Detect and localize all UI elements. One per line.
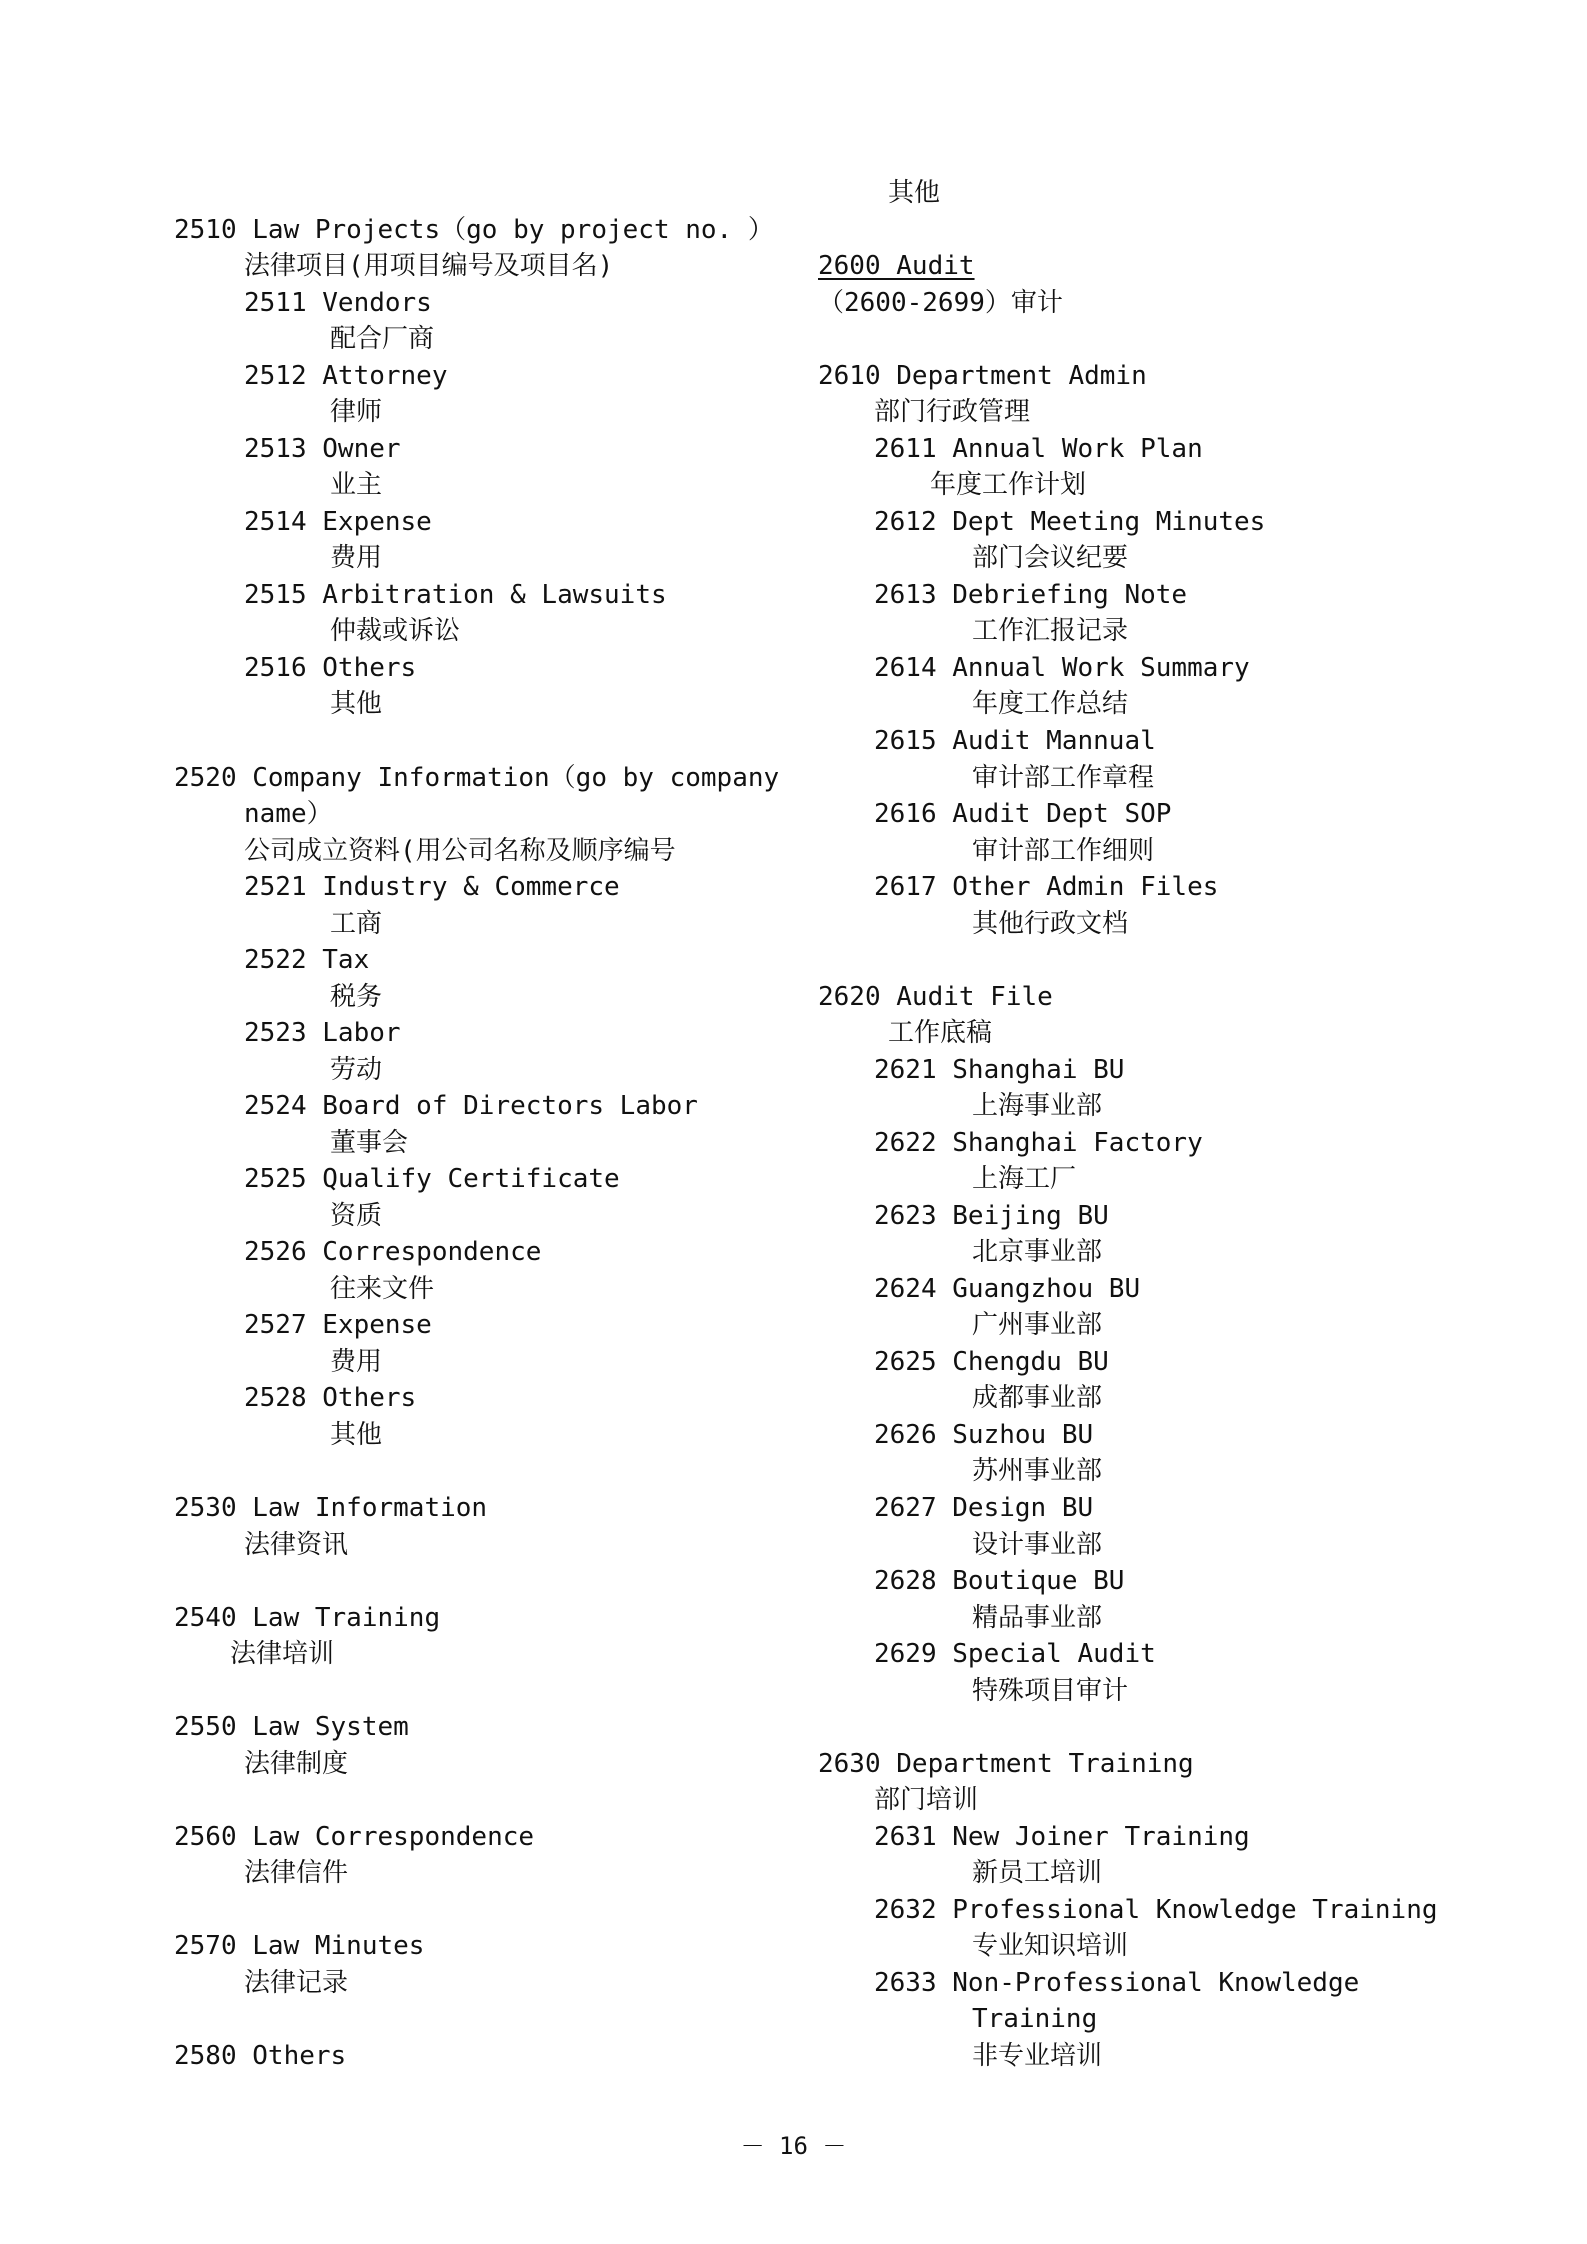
item-2516-cn: 其他 [330,689,383,719]
section-2600-title: 2600 Audit [818,251,975,281]
section-2600-range: （2600-2699）审计 [818,288,1063,318]
heading-2510: 2510 Law Projects（go by project no. ） [174,215,774,245]
item-2528-cn: 其他 [330,1420,383,1450]
item-2511: 2511 Vendors [244,288,432,318]
item-2512: 2512 Attorney [244,361,448,391]
item-2613-cn: 工作汇报记录 [972,616,1129,646]
item-2528: 2528 Others [244,1383,417,1413]
heading-2550-cn: 法律制度 [244,1749,349,1779]
heading-2560-cn: 法律信件 [244,1858,349,1888]
item-2632-cn: 专业知识培训 [972,1931,1129,1961]
item-2612: 2612 Dept Meeting Minutes [874,507,1266,537]
item-2611: 2611 Annual Work Plan [874,434,1203,464]
item-2632: 2632 Professional Knowledge Training [874,1895,1438,1925]
item-2524-cn: 董事会 [330,1128,409,1158]
item-2515-cn: 仲裁或诉讼 [330,616,461,646]
item-2617: 2617 Other Admin Files [874,872,1219,902]
item-2629: 2629 Special Audit [874,1639,1156,1669]
item-2516: 2516 Others [244,653,417,683]
item-2631-cn: 新员工培训 [972,1858,1103,1888]
item-2628: 2628 Boutique BU [874,1566,1125,1596]
heading-2530-cn: 法律资讯 [244,1530,349,1560]
item-2616: 2616 Audit Dept SOP [874,799,1172,829]
item-2629-cn: 特殊项目审计 [972,1676,1129,1706]
item-2622: 2622 Shanghai Factory [874,1128,1203,1158]
item-2623: 2623 Beijing BU [874,1201,1109,1231]
heading-2530: 2530 Law Information [174,1493,488,1523]
item-2515: 2515 Arbitration & Lawsuits [244,580,667,610]
item-2631: 2631 New Joiner Training [874,1822,1250,1852]
item-2633: 2633 Non-Professional Knowledge [874,1968,1360,1998]
item-2613: 2613 Debriefing Note [874,580,1188,610]
item-2633-cont: Training [972,2004,1098,2034]
item-2522: 2522 Tax [244,945,370,975]
item-2611-cn: 年度工作计划 [930,470,1087,500]
item-2626: 2626 Suzhou BU [874,1420,1094,1450]
heading-2520-cont: name） [244,799,333,829]
heading-2560: 2560 Law Correspondence [174,1822,535,1852]
item-2523-cn: 劳动 [330,1055,383,1085]
item-2525: 2525 Qualify Certificate [244,1164,620,1194]
item-2523: 2523 Labor [244,1018,401,1048]
item-2623-cn: 北京事业部 [972,1237,1103,1267]
heading-2580: 2580 Others [174,2041,347,2071]
item-2617-cn: 其他行政文档 [972,909,1129,939]
item-2625-cn: 成都事业部 [972,1383,1103,1413]
item-2612-cn: 部门会议纪要 [972,543,1129,573]
heading-2540-cn: 法律培训 [230,1639,335,1669]
item-2512-cn: 律师 [330,397,383,427]
item-2513: 2513 Owner [244,434,401,464]
item-2633-cn: 非专业培训 [972,2041,1103,2071]
item-2624: 2624 Guangzhou BU [874,1274,1141,1304]
item-2527: 2527 Expense [244,1310,432,1340]
item-2625: 2625 Chengdu BU [874,1347,1109,1377]
page-number: － 16 － [740,2132,847,2160]
item-2514-cn: 费用 [330,543,383,573]
item-2526-cn: 往来文件 [330,1274,435,1304]
heading-2570: 2570 Law Minutes [174,1931,425,1961]
heading-2540: 2540 Law Training [174,1603,441,1633]
heading-2620: 2620 Audit File [818,982,1053,1012]
item-2614-cn: 年度工作总结 [972,689,1129,719]
item-2615-cn: 审计部工作章程 [972,763,1155,793]
item-2513-cn: 业主 [330,470,383,500]
item-2615: 2615 Audit Mannual [874,726,1156,756]
item-2622-cn: 上海工厂 [972,1164,1077,1194]
item-2628-cn: 精品事业部 [972,1603,1103,1633]
item-2627-cn: 设计事业部 [972,1530,1103,1560]
heading-2570-cn: 法律记录 [244,1968,349,1998]
item-2521: 2521 Industry & Commerce [244,872,620,902]
item-2621: 2621 Shanghai BU [874,1055,1125,1085]
item-2627: 2627 Design BU [874,1493,1094,1523]
heading-2610-cn: 部门行政管理 [874,397,1031,427]
item-2621-cn: 上海事业部 [972,1091,1103,1121]
heading-2510-cn: 法律项目(用项目编号及项目名) [244,251,614,281]
item-2614: 2614 Annual Work Summary [874,653,1250,683]
heading-2630: 2630 Department Training [818,1749,1194,1779]
heading-2620-cn: 工作底稿 [888,1018,993,1048]
item-2521-cn: 工商 [330,909,383,939]
item-2522-cn: 税务 [330,982,383,1012]
heading-2610: 2610 Department Admin [818,361,1147,391]
item-2626-cn: 苏州事业部 [972,1456,1103,1486]
item-2524: 2524 Board of Directors Labor [244,1091,698,1121]
item-2511-cn: 配合厂商 [330,324,435,354]
item-2624-cn: 广州事业部 [972,1310,1103,1340]
heading-2520: 2520 Company Information（go by company [174,763,780,793]
heading-2550: 2550 Law System [174,1712,409,1742]
item-2514: 2514 Expense [244,507,432,537]
top-continuation-cn: 其他 [888,178,941,208]
item-2527-cn: 费用 [330,1347,383,1377]
heading-2520-cn: 公司成立资料(用公司名称及顺序编号 [244,836,676,866]
heading-2630-cn: 部门培训 [874,1785,979,1815]
item-2616-cn: 审计部工作细则 [972,836,1155,866]
item-2526: 2526 Correspondence [244,1237,542,1267]
item-2525-cn: 资质 [330,1201,383,1231]
